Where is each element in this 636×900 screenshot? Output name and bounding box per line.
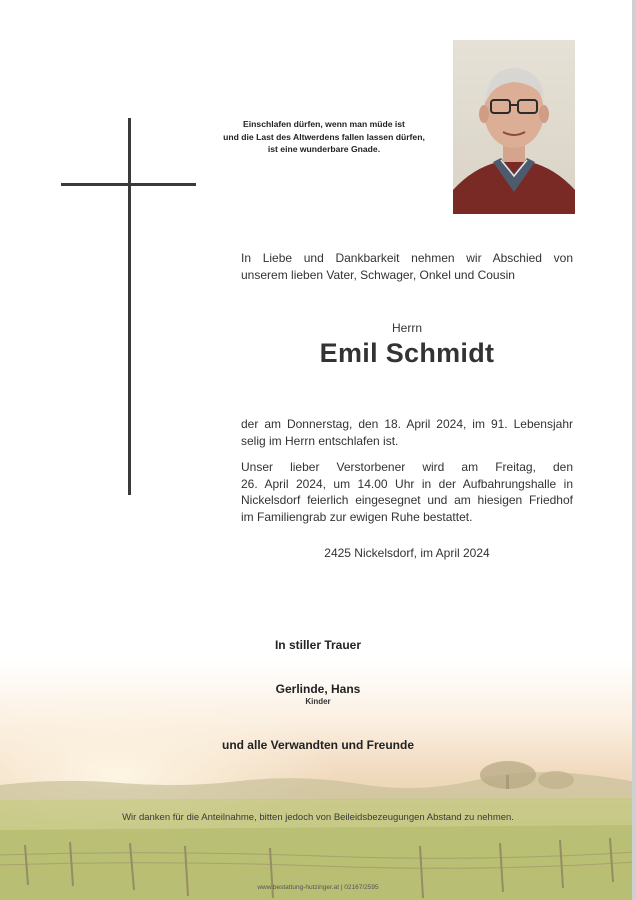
intro-line: unserem lieben Vater, Schwager, Onkel und Cousin: [241, 268, 515, 282]
vineyard-background-image: [0, 660, 636, 900]
death-notice: [241, 416, 573, 449]
funeral-notice-line: 26. April 2024, um 14.00 Uhr in der Aufbahrungshalle in: [241, 476, 573, 491]
intro-line: In Liebe und Dankbarkeit nehmen wir Abschied von: [241, 251, 573, 265]
relatives-line: und alle Verwandten und Freunde: [221, 738, 415, 752]
death-notice-line: der am Donnerstag, den 18. April 2024, im 91. Lebensjahr: [241, 417, 573, 431]
mourner-relation: Kinder: [305, 697, 331, 706]
death-notice-line: selig im Herrn entschlafen ist.: [241, 433, 399, 448]
salutation: Herrn: [391, 321, 422, 335]
cross-icon: [128, 118, 131, 495]
memorial-quote: [200, 118, 448, 156]
deceased-name: Emil Schmidt: [319, 338, 495, 368]
intro-text: [241, 250, 573, 284]
thanks-note: Wir danken für die Anteilnahme, bitten jedoch von Beileidsbezeugungen Abstand zu nehmen.: [122, 812, 514, 823]
place-and-date: 2425 Nickelsdorf, im April 2024: [324, 546, 490, 560]
funeral-notice-line: im Familiengrab zur ewigen Ruhe bestattet.: [241, 510, 473, 525]
funeral-notice-line: Unser lieber Verstorbener wird am Freitag, den: [241, 460, 573, 474]
quote-line: und die Last des Altwerdens fallen lassen dürfen,: [223, 131, 425, 142]
funeral-notice: [241, 459, 573, 526]
page-edge: [632, 0, 636, 900]
quote-line: Einschlafen dürfen, wenn man müde ist: [243, 119, 405, 129]
deceased-portrait-photo: [453, 40, 575, 214]
mourning-heading: In stiller Trauer: [274, 638, 362, 652]
funeral-home-footer: www.bestattung-hutzinger.at | 02167/2595: [257, 884, 379, 891]
cross-icon-bar: [61, 183, 196, 186]
mourner-names: Gerlinde, Hans: [275, 682, 361, 696]
funeral-notice-line: Nickelsdorf feierlich eingesegnet und am hiesigen Friedhof: [241, 493, 573, 508]
quote-line: ist eine wunderbare Gnade.: [267, 144, 381, 154]
